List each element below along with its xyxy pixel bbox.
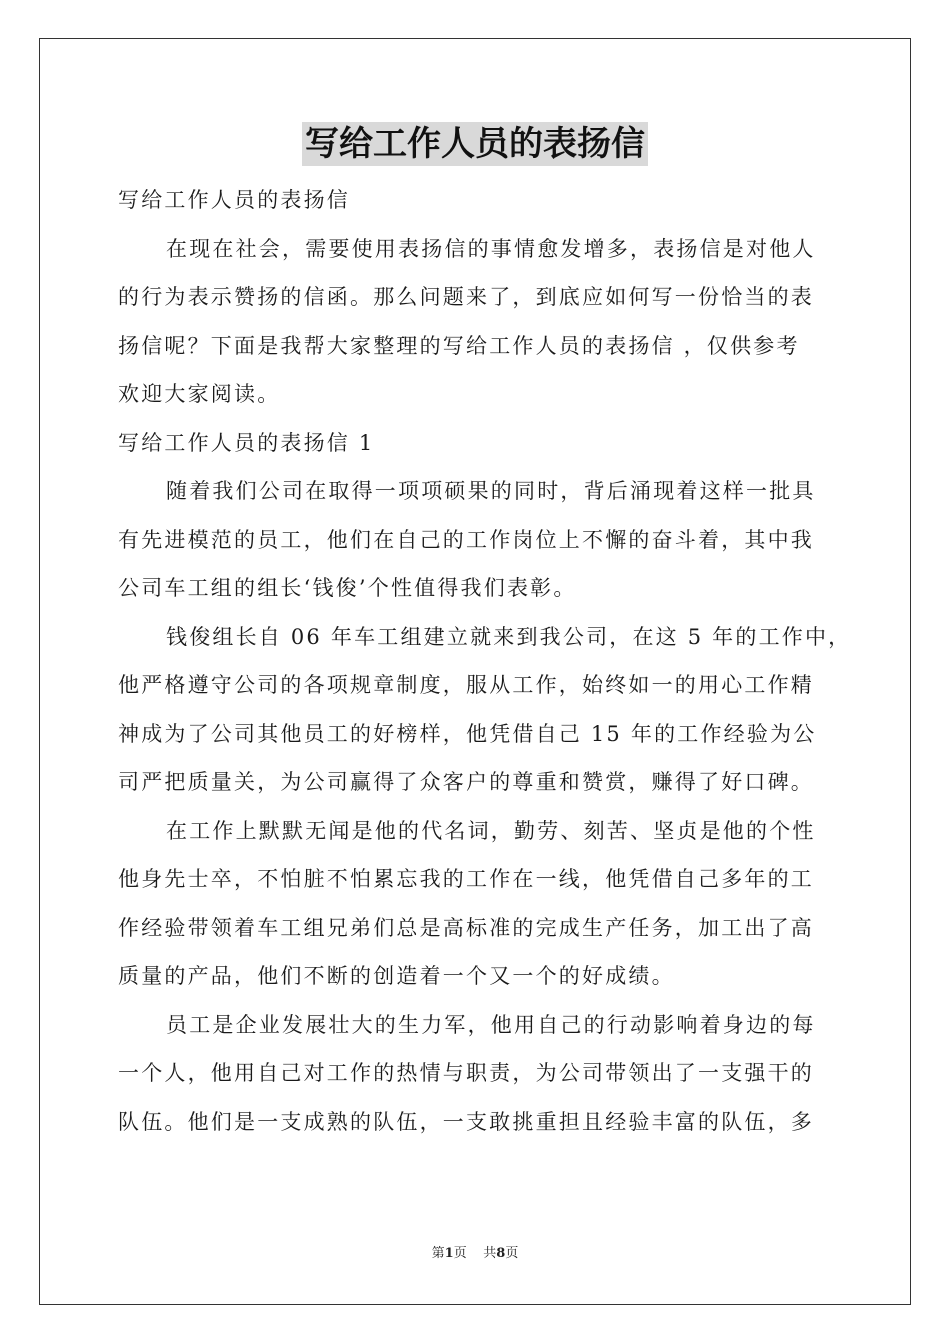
- text-line: 质量的产品，他们不断的创造着一个又一个的好成绩。: [118, 964, 675, 988]
- document-body: [118, 176, 852, 1146]
- text-line: 员工是企业发展壮大的生力军，他用自己的行动影响着身边的每: [166, 1012, 816, 1037]
- text-line: 随着我们公司在取得一项项硕果的同时，背后涌现着这样一批具: [166, 479, 816, 503]
- current-page-number: 1: [444, 1246, 454, 1261]
- document-title: 写给工作人员的表扬信: [302, 122, 648, 166]
- text-line: 钱俊组长自 06 年车工组建立就来到我公司，在这 5 年的工作中，: [166, 624, 852, 649]
- page-footer: [0, 1245, 950, 1263]
- text-line: 扬信呢？下面是我帮大家整理的写给工作人员的表扬信 ，仅供参考: [118, 333, 800, 358]
- text-line: 的行为表示赞扬的信函。那么问题来了，到底应如何写一份恰当的表: [118, 285, 814, 309]
- text-line: 神成为了公司其他员工的好榜样，他凭借自己 15 年的工作经验为公: [118, 721, 817, 746]
- text-line: 公司车工组的组长‘钱俊’个性值得我们表彰。: [118, 576, 577, 600]
- text-line: 有先进模范的员工，他们在自己的工作岗位上不懈的奋斗着，其中我: [118, 527, 814, 552]
- text-line: 写给工作人员的表扬信: [118, 188, 350, 212]
- text-line: 司严把质量关，为公司赢得了众客户的尊重和赞赏，赚得了好口碑。: [118, 770, 814, 794]
- text-line: 写给工作人员的表扬信 1: [118, 430, 375, 455]
- text-line: 他身先士卒，不怕脏不怕累忘我的工作在一线，他凭借自己多年的工: [118, 867, 814, 891]
- text-line: 一个人，他用自己对工作的热情与职责，为公司带领出了一支强干的: [118, 1061, 814, 1085]
- total-pages-label: 共8页: [483, 1246, 519, 1261]
- text-line: 在工作上默默无闻是他的代名词，勤劳、刻苦、坚贞是他的个性: [166, 818, 816, 843]
- title-container: [0, 122, 950, 166]
- total-page-count: 8: [496, 1246, 506, 1261]
- text-line: 在现在社会，需要使用表扬信的事情愈发增多，表扬信是对他人: [166, 236, 816, 261]
- text-line: 队伍。他们是一支成熟的队伍，一支敢挑重担且经验丰富的队伍，多: [118, 1109, 814, 1134]
- text-line: 欢迎大家阅读。: [118, 382, 281, 406]
- text-line: 作经验带领着车工组兄弟们总是高标准的完成生产任务，加工出了高: [118, 915, 814, 940]
- page-number-label: 第1页: [431, 1246, 467, 1261]
- text-line: 他严格遵守公司的各项规章制度，服从工作，始终如一的用心工作精: [118, 673, 814, 697]
